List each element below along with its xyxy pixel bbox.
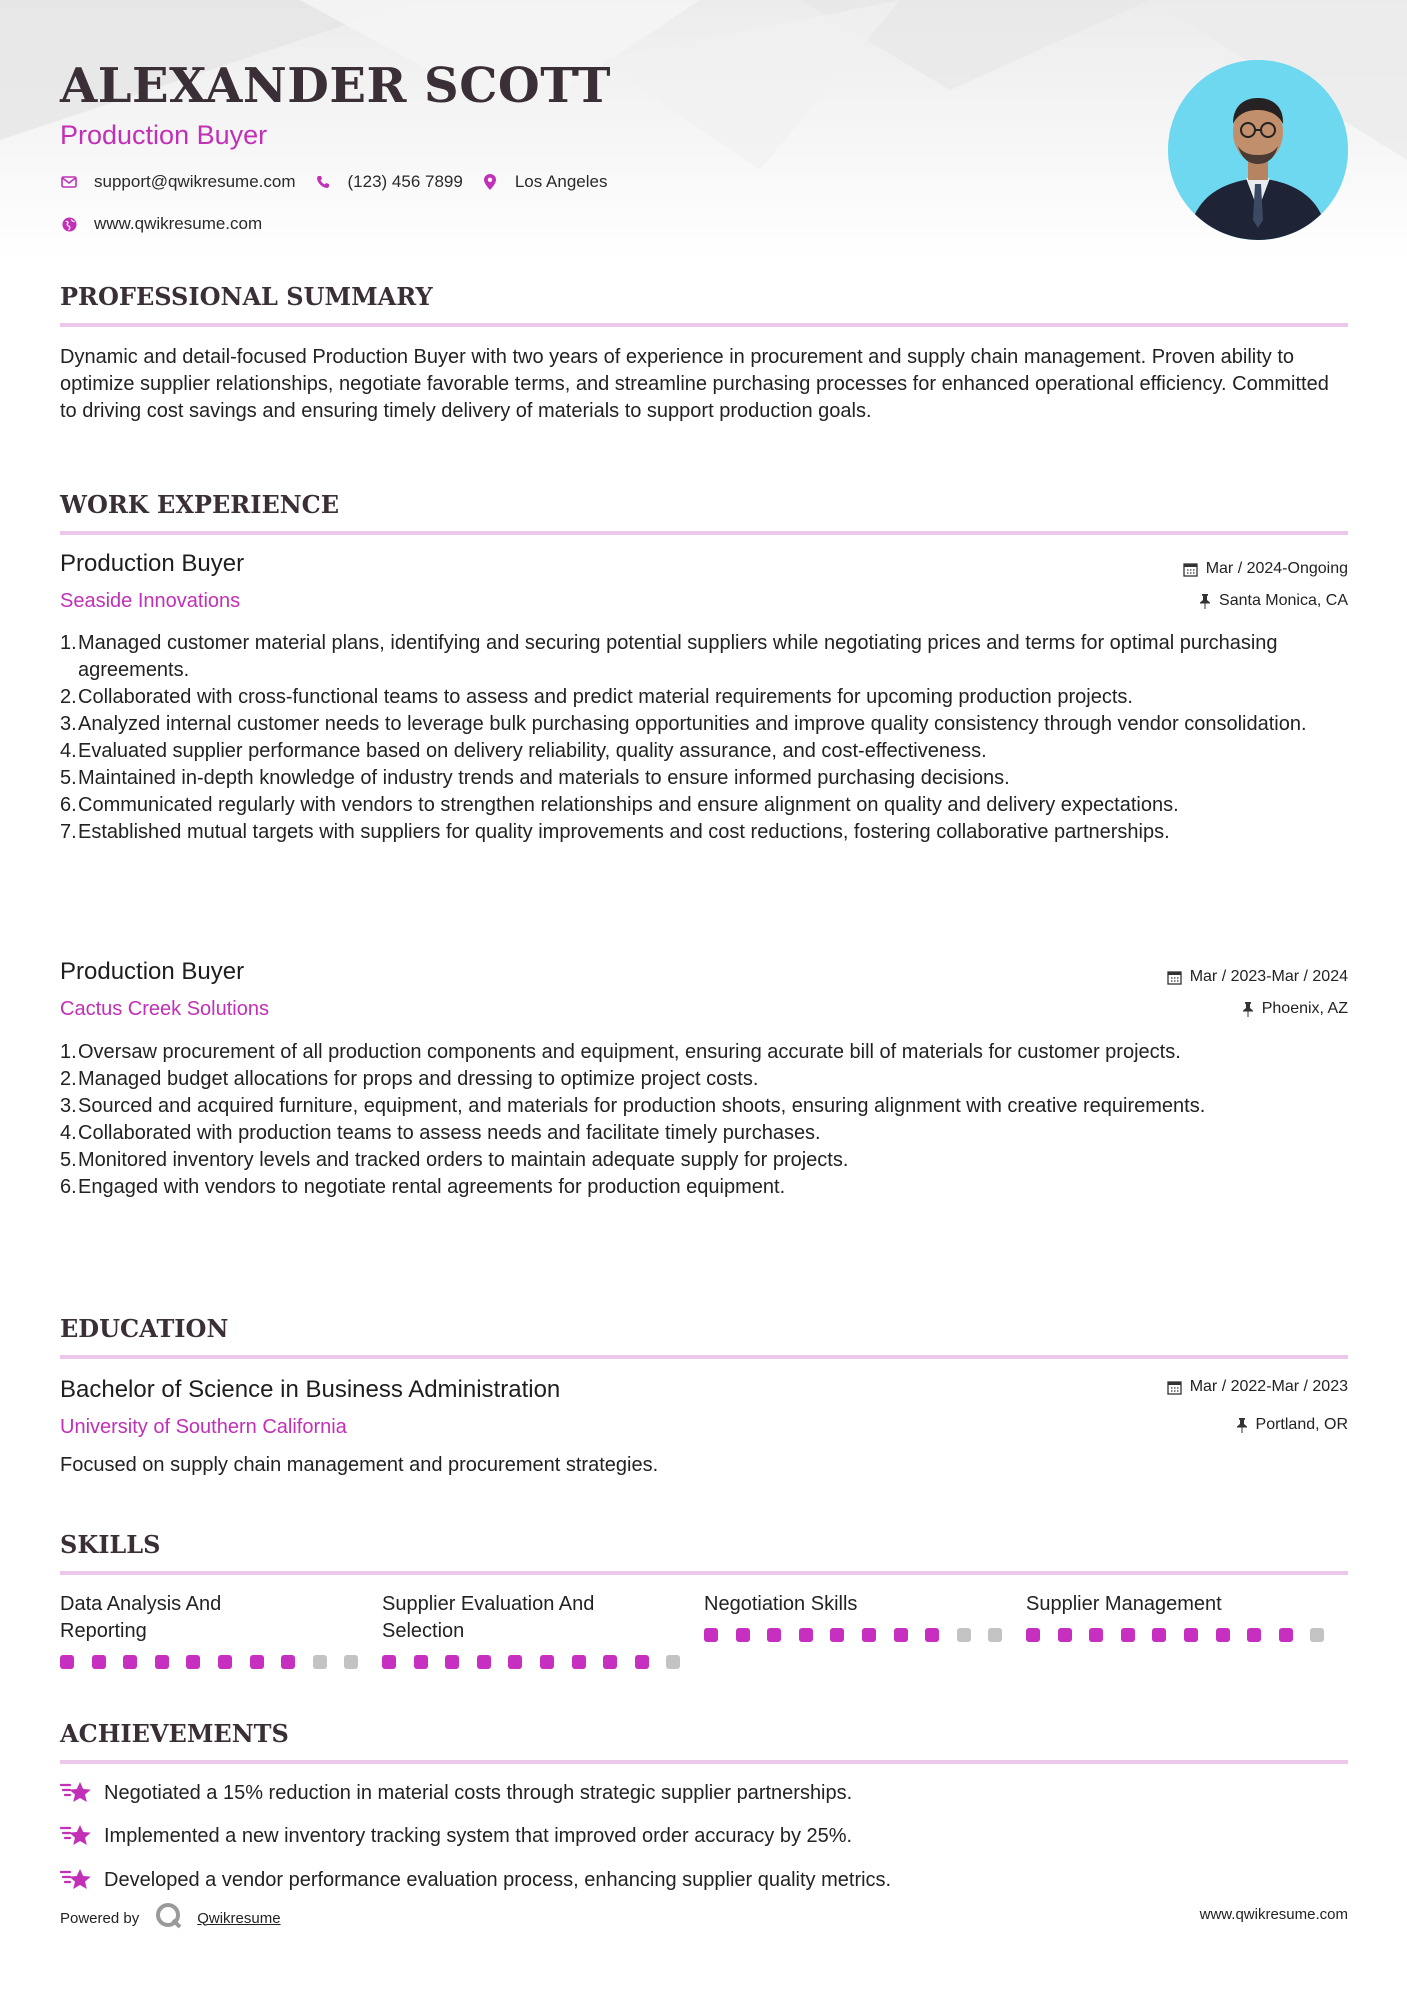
job-2-dates (1167, 968, 1348, 986)
phone-icon (314, 173, 332, 191)
skill-name: Supplier Management (1026, 1593, 1222, 1615)
job-2-responsibilities (60, 1039, 1350, 1201)
rating-dot-filled (1247, 1628, 1261, 1642)
job-2-dates-text: Mar / 2023-Mar / 2024 (1189, 968, 1348, 985)
map-pin-icon (481, 173, 499, 191)
rating-dot-filled (445, 1655, 459, 1669)
skill-item (704, 1591, 1026, 1669)
responsibility-text: Collaborated with cross-functional teams to assess and predict material requirements for upcoming production projects. (78, 686, 1133, 708)
education-school: University of Southern California (60, 1416, 347, 1438)
rating-dot-filled (382, 1655, 396, 1669)
rating-dot-filled (508, 1655, 522, 1669)
job-1-responsibilities (60, 630, 1350, 846)
rating-dot-filled (155, 1655, 169, 1669)
phone-number: (123) 456 7899 (347, 172, 463, 191)
rating-dot-empty (1310, 1628, 1324, 1642)
rating-dot-filled (1026, 1628, 1040, 1642)
responsibility-text: Monitored inventory levels and tracked orders to maintain adequate supply for projects. (78, 1149, 849, 1171)
responsibility-item (60, 711, 1350, 738)
responsibility-text: Oversaw procurement of all production components and equipment, ensuring accurate bill of materials for customer projects. (78, 1041, 1181, 1063)
responsibility-text: Managed budget allocations for props and dressing to optimize project costs. (78, 1068, 759, 1090)
responsibility-item (60, 792, 1350, 819)
rating-dot-filled (1058, 1628, 1072, 1642)
job-1-dates (1183, 560, 1348, 578)
contact-row (60, 172, 625, 192)
responsibility-item (60, 1093, 1350, 1120)
skill-item (1026, 1591, 1348, 1669)
website-link[interactable]: www.qwikresume.com (94, 214, 263, 233)
skill-rating (60, 1655, 382, 1669)
rating-dot-filled (1121, 1628, 1135, 1642)
powered-by-label: Powered by (60, 1909, 140, 1927)
rating-dot-filled (830, 1628, 844, 1642)
skill-rating (382, 1655, 704, 1669)
responsibility-item (60, 1120, 1350, 1147)
rating-dot-filled (92, 1655, 106, 1669)
rating-dot-filled (281, 1655, 295, 1669)
rating-dot-filled (799, 1628, 813, 1642)
list-number: 2. (60, 1068, 77, 1090)
list-number: 4. (60, 1122, 77, 1144)
calendar-icon (1183, 562, 1198, 577)
rating-dot-filled (186, 1655, 200, 1669)
website-row (60, 214, 280, 234)
achievement-item (60, 1822, 852, 1850)
responsibility-text: Maintained in-depth knowledge of industry trends and materials to ensure informed purchasing decisions. (78, 767, 1010, 789)
footer-powered-by (60, 1902, 281, 1934)
rating-dot-empty (666, 1655, 680, 1669)
rating-dot-filled (1279, 1628, 1293, 1642)
rating-dot-filled (540, 1655, 554, 1669)
skill-rating (704, 1628, 1026, 1642)
list-number: 6. (60, 1176, 77, 1198)
responsibility-text: Established mutual targets with suppliers for quality improvements and cost reductions, fostering collaborative partnerships. (78, 821, 1170, 843)
job-1-location-text: Santa Monica, CA (1219, 592, 1348, 609)
job-1-company: Seaside Innovations (60, 590, 241, 612)
rating-dot-filled (218, 1655, 232, 1669)
list-number: 1. (60, 1041, 77, 1063)
skill-name: Negotiation Skills (704, 1593, 858, 1615)
candidate-name: ALEXANDER SCOTT (60, 58, 611, 114)
responsibility-item (60, 1147, 1350, 1174)
qwikresume-logo-icon (155, 1902, 183, 1934)
star-icon (60, 1779, 92, 1807)
rating-dot-filled (1216, 1628, 1230, 1642)
qwikresume-brand-link[interactable]: Qwikresume (197, 1909, 281, 1927)
responsibility-text: Evaluated supplier performance based on delivery reliability, quality assurance, and cost-effectiveness. (78, 740, 987, 762)
education-dates-text: Mar / 2022-Mar / 2023 (1189, 1378, 1348, 1395)
calendar-icon (1167, 970, 1182, 985)
responsibility-item (60, 1039, 1350, 1066)
rating-dot-empty (957, 1628, 971, 1642)
star-icon (60, 1866, 92, 1894)
rating-dot-empty (344, 1655, 358, 1669)
list-number: 2. (60, 686, 77, 708)
skill-name: Data Analysis And Reporting (60, 1593, 222, 1642)
experience-heading: WORK EXPERIENCE (60, 490, 1348, 535)
rating-dot-empty (988, 1628, 1002, 1642)
responsibility-item (60, 684, 1350, 711)
footer-website-link[interactable]: www.qwikresume.com (1199, 1906, 1348, 1923)
responsibility-text: Communicated regularly with vendors to strengthen relationships and ensure alignment on quality and delivery expectations. (78, 794, 1179, 816)
rating-dot-filled (704, 1628, 718, 1642)
list-number: 6. (60, 794, 77, 816)
rating-dot-filled (862, 1628, 876, 1642)
education-degree: Bachelor of Science in Business Administration (60, 1376, 561, 1403)
rating-dot-filled (123, 1655, 137, 1669)
pushpin-icon (1199, 594, 1211, 609)
responsibility-item (60, 765, 1350, 792)
rating-dot-filled (250, 1655, 264, 1669)
envelope-icon (60, 173, 78, 191)
achievements-heading: ACHIEVEMENTS (60, 1719, 1348, 1764)
candidate-title: Production Buyer (60, 120, 268, 150)
list-number: 5. (60, 767, 77, 789)
responsibility-item (60, 1174, 1350, 1201)
rating-dot-filled (1184, 1628, 1198, 1642)
rating-dot-filled (572, 1655, 586, 1669)
list-number: 3. (60, 1095, 77, 1117)
list-number: 3. (60, 713, 77, 735)
email-link[interactable]: support@qwikresume.com (94, 172, 296, 191)
education-location (1236, 1416, 1348, 1434)
summary-heading: PROFESSIONAL SUMMARY (60, 282, 1348, 327)
skill-item (382, 1591, 704, 1669)
responsibility-item (60, 1066, 1350, 1093)
skill-rating (1026, 1628, 1348, 1642)
skill-name: Supplier Evaluation And Selection (382, 1593, 595, 1642)
education-description: Focused on supply chain management and procurement strategies. (60, 1454, 659, 1476)
pushpin-icon (1242, 1002, 1254, 1017)
responsibility-text: Sourced and acquired furniture, equipment, and materials for production shoots, ensuring alignment with creative requirements. (78, 1095, 1206, 1117)
responsibility-item (60, 630, 1350, 684)
education-heading: EDUCATION (60, 1314, 1348, 1359)
job-2-location (1242, 1000, 1348, 1018)
calendar-icon (1167, 1380, 1182, 1395)
profile-photo (1168, 60, 1348, 240)
rating-dot-filled (60, 1655, 74, 1669)
achievement-text: Negotiated a 15% reduction in material costs through strategic supplier partnerships. (104, 1781, 853, 1804)
education-dates (1167, 1378, 1348, 1396)
list-number: 1. (60, 632, 77, 654)
job-2-title: Production Buyer (60, 958, 245, 985)
job-1-dates-text: Mar / 2024-Ongoing (1205, 560, 1348, 577)
rating-dot-filled (767, 1628, 781, 1642)
achievement-item (60, 1866, 891, 1894)
rating-dot-empty (313, 1655, 327, 1669)
rating-dot-filled (603, 1655, 617, 1669)
skill-item (60, 1591, 382, 1669)
skills-heading: SKILLS (60, 1530, 1348, 1575)
responsibility-text: Analyzed internal customer needs to leverage bulk purchasing opportunities and improve quality consistency through vendor consolidation. (78, 713, 1307, 735)
job-2-location-text: Phoenix, AZ (1261, 1000, 1348, 1017)
responsibility-text: Collaborated with production teams to assess needs and facilitate timely purchases. (78, 1122, 821, 1144)
location-text: Los Angeles (514, 172, 608, 191)
list-number: 4. (60, 740, 77, 762)
rating-dot-filled (414, 1655, 428, 1669)
achievement-item (60, 1779, 852, 1807)
responsibility-text: Engaged with vendors to negotiate rental agreements for production equipment. (78, 1176, 786, 1198)
globe-icon (60, 215, 78, 233)
list-number: 7. (60, 821, 77, 843)
achievement-text: Developed a vendor performance evaluation process, enhancing supplier quality metrics. (104, 1868, 892, 1891)
rating-dot-filled (736, 1628, 750, 1642)
responsibility-item (60, 819, 1350, 846)
education-location-text: Portland, OR (1255, 1416, 1348, 1433)
pushpin-icon (1236, 1418, 1248, 1433)
job-1-title: Production Buyer (60, 550, 245, 577)
job-2-company: Cactus Creek Solutions (60, 998, 269, 1020)
rating-dot-filled (477, 1655, 491, 1669)
list-number: 5. (60, 1149, 77, 1171)
rating-dot-filled (635, 1655, 649, 1669)
rating-dot-filled (925, 1628, 939, 1642)
achievement-text: Implemented a new inventory tracking system that improved order accuracy by 25%. (104, 1824, 853, 1847)
summary-text: Dynamic and detail-focused Production Buyer with two years of experience in procurement and supply chain management. Proven ability to optimize supplier relationships, negotiate favorable terms, and streamline purchasing processes for enhanced operational efficiency. Committed to driving cost savings and ensuring timely delivery of materials to support production goals. (60, 346, 1329, 422)
rating-dot-filled (894, 1628, 908, 1642)
rating-dot-filled (1089, 1628, 1103, 1642)
responsibility-item (60, 738, 1350, 765)
star-icon (60, 1822, 92, 1850)
skills-list (60, 1591, 1348, 1669)
responsibility-text: Managed customer material plans, identifying and securing potential suppliers while negotiating prices and terms for optimal purchasing agreements. (78, 632, 1278, 681)
rating-dot-filled (1152, 1628, 1166, 1642)
job-1-location (1199, 592, 1348, 610)
